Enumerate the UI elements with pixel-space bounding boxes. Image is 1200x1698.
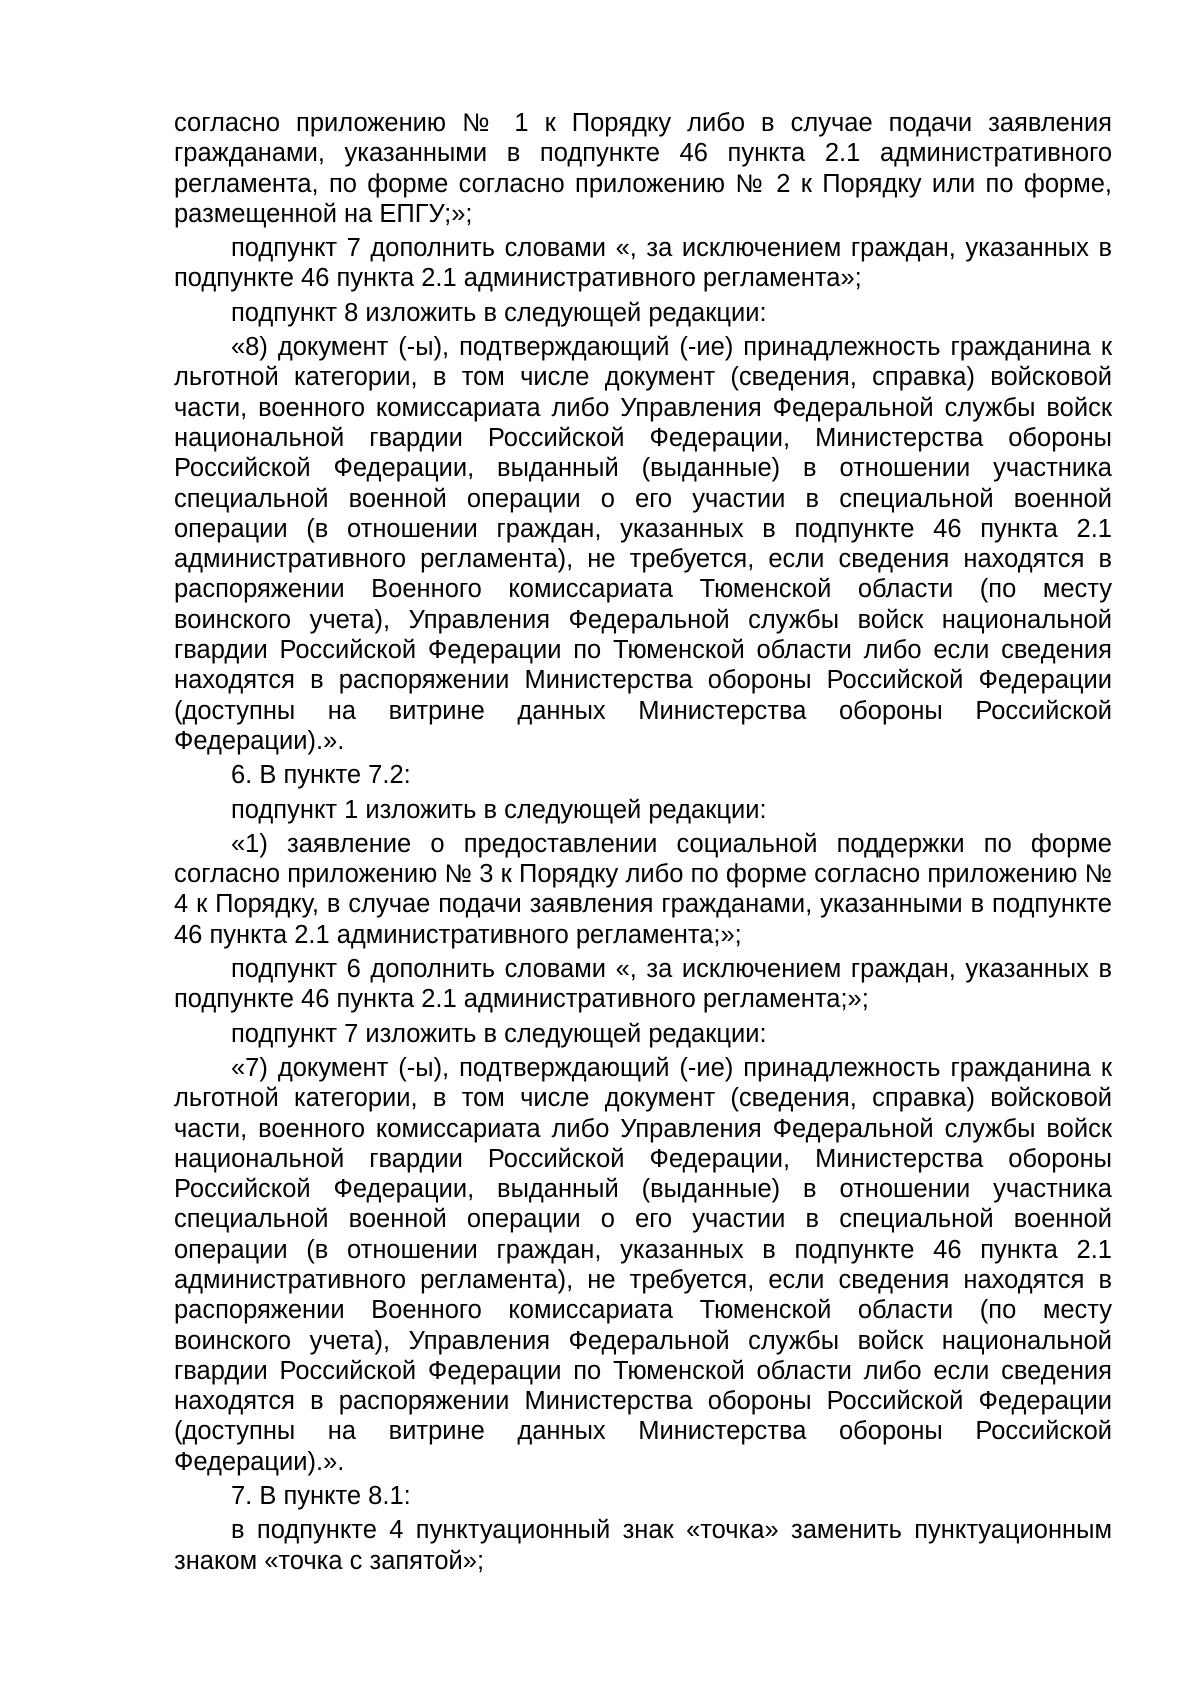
paragraph-subitem-7-addition: подпункт 7 дополнить словами «, за исключением граждан, указанных в подпункте 46 пункта 2.1 административного регламента»; xyxy=(174,234,1112,293)
paragraph-subitem-8-heading: подпункт 8 изложить в следующей редакции: xyxy=(231,298,767,327)
paragraph-subitem-8-text: «8) документ (-ы), подтверждающий (-ие) принадлежность гражданина к льготной категории, в том числе документ (сведения, справка) войсковой части, военного комиссариата либо Управления Федеральной службы войск национальной гвардии Российской Федерации, Министерства обороны Российской Федерации, выданный (выданные) в отношении участника специальной военной операции о его участии в специальной военной операции (в отношении граждан, указанных в подпункте 46 пункта 2.1 административного регламента), не требуется, если сведения находятся в распоряжении Военного комиссариата Тюменской области (по месту воинского учета), Управления Федеральной службы войск национальной гвардии Российской Федерации по Тюменской области либо если сведения находятся в распоряжении Министерства обороны Российской Федерации (доступны на витрине данных Министерства обороны Российской Федерации).». xyxy=(174,333,1112,755)
paragraph-subitem-1-heading: подпункт 1 изложить в следующей редакции: xyxy=(231,795,767,824)
paragraph-subitem-7-heading: подпункт 7 изложить в следующей редакции: xyxy=(231,1019,767,1048)
paragraph-item-7-heading: 7. В пункте 8.1: xyxy=(231,1482,411,1511)
paragraph-item-6-heading: 6. В пункте 7.2: xyxy=(231,761,411,790)
paragraph-continuation: согласно приложению № 1 к Порядку либо в случае подачи заявления гражданами, указанными в подпункте 46 пункта 2.1 административного регламента, по форме согласно приложению № 2 к Порядку или по форме, размещенной на ЕПГУ;»; xyxy=(174,109,1112,228)
paragraph-subitem-1-text: «1) заявление о предоставлении социальной поддержки по форме согласно приложению № 3 к Порядку либо по форме согласно приложению № 4 к Порядку, в случае подачи заявления гражданами, указанными в подпункте 46 пункта 2.1 административного регламента;»; xyxy=(174,829,1112,949)
paragraph-subitem-7-text: «7) документ (-ы), подтверждающий (-ие) принадлежность гражданина к льготной категории, в том числе документ (сведения, справка) войсковой части, военного комиссариата либо Управления Федеральной службы войск национальной гвардии Российской Федерации, Министерства обороны Российской Федерации, выданный (выданные) в отношении участника специальной военной операции о его участии в специальной военной операции (в отношении граждан, указанных в подпункте 46 пункта 2.1 административного регламента), не требуется, если сведения находятся в распоряжении Военного комиссариата Тюменской области (по месту воинского учета), Управления Федеральной службы войск национальной гвардии Российской Федерации по Тюменской области либо если сведения находятся в распоряжении Министерства обороны Российской Федерации (доступны на витрине данных Министерства обороны Российской Федерации).». xyxy=(174,1053,1112,1476)
paragraph-subitem-4-replacement: в подпункте 4 пунктуационный знак «точка» заменить пунктуационным знаком «точка с запятой»; xyxy=(174,1516,1112,1575)
paragraph-subitem-6-addition: подпункт 6 дополнить словами «, за исключением граждан, указанных в подпункте 46 пункта 2.1 административного регламента;»; xyxy=(174,955,1112,1014)
document-page xyxy=(174,108,1112,1580)
